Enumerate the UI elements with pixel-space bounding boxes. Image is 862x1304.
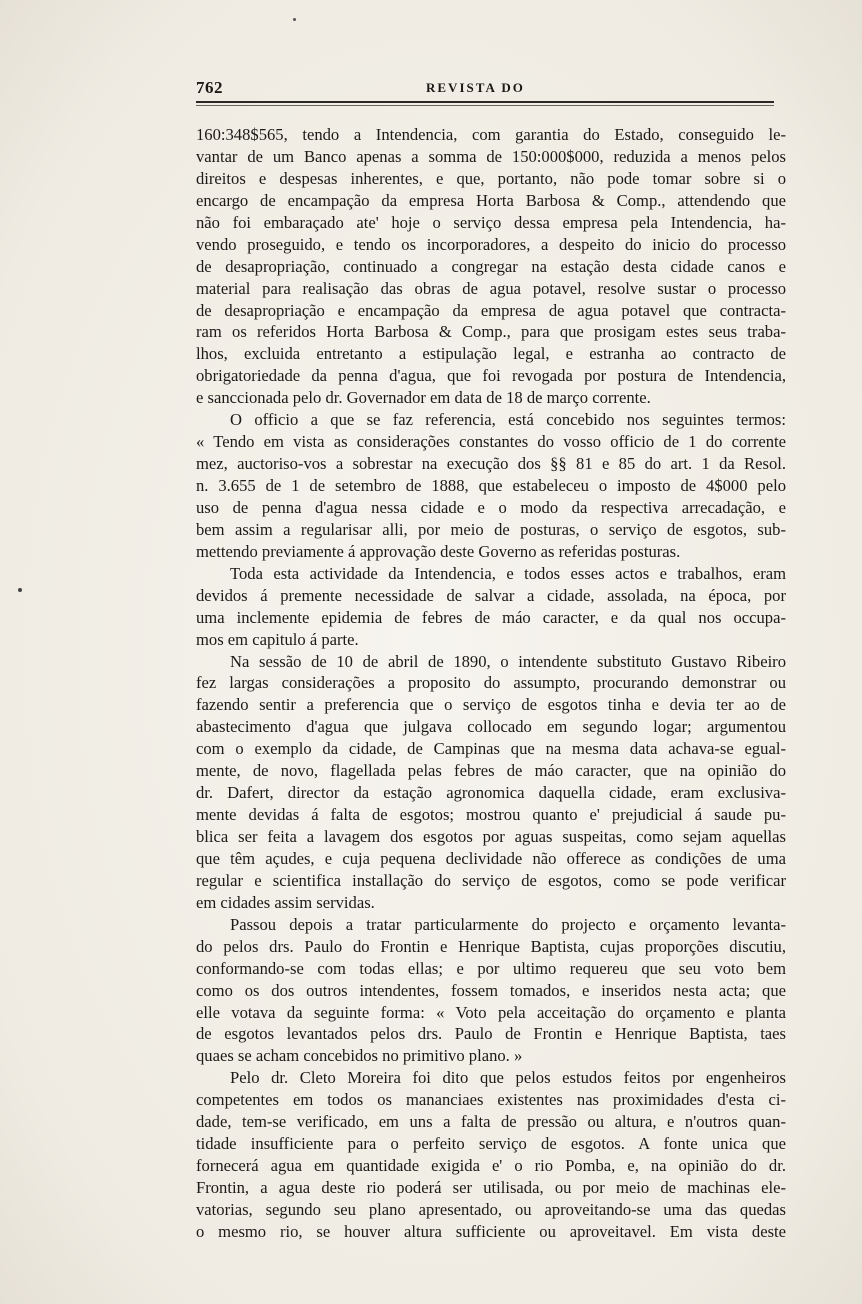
text-line: conformando-se com todas ellas; e por ultimo requereu que seu voto bem bbox=[196, 958, 786, 978]
page-number: 762 bbox=[196, 78, 223, 97]
text-line: ram os referidos Horta Barbosa & Comp., para que prosigam estes seus traba- bbox=[196, 322, 786, 342]
text-line: quaes se acham concebidos no primitivo plano. » bbox=[196, 1046, 523, 1066]
text-line: devidos á premente necessidade de salvar a cidade, assolada, na época, por bbox=[196, 585, 786, 605]
text-line: como os dos outros intendentes, fossem tomados, e inseridos nesta acta; que bbox=[196, 980, 786, 1000]
text-line: mez, auctoriso-vos a sobrestar na execução dos §§ 81 e 85 do art. 1 da Resol. bbox=[196, 454, 786, 474]
text-line: vatorias, segundo seu plano apresentado, ou aproveitando-se uma das quedas bbox=[196, 1199, 786, 1219]
body-text bbox=[196, 124, 786, 1243]
text-line: o mesmo rio, se houver altura sufficiente ou aproveitavel. Em vista deste bbox=[196, 1221, 786, 1241]
text-line: fez largas considerações a proposito do assumpto, procurando demonstrar ou bbox=[196, 673, 786, 693]
text-line: e sanccionada pelo dr. Governador em data de 18 de março corrente. bbox=[196, 388, 651, 408]
text-line: de desapropriação e encampação da empresa de agua potavel que contracta- bbox=[196, 300, 786, 320]
text-line: tidade insufficiente para o perfeito serviço de esgotos. A fonte unica que bbox=[196, 1134, 786, 1154]
text-line: não foi embaraçado ate' hoje o serviço dessa empresa pela Intendencia, ha- bbox=[196, 212, 786, 232]
text-line: uso de penna d'agua nessa cidade e o modo da respectiva arrecadação, e bbox=[196, 497, 786, 517]
text-line: de esgotos levantados pelos drs. Paulo de Frontin e Henrique Baptista, taes bbox=[196, 1024, 786, 1044]
text-line: Passou depois a tratar particularmente do projecto e orçamento levanta- bbox=[230, 914, 786, 934]
margin-mark bbox=[18, 588, 22, 592]
text-line: mos em capitulo á parte. bbox=[196, 629, 359, 649]
text-line: competentes em todos os mananciaes existentes nas proximidades d'esta ci- bbox=[196, 1090, 786, 1110]
text-line: mente devidas á falta de esgotos; mostrou quanto e' prejudicial á saude pu- bbox=[196, 805, 786, 825]
running-head: REVISTA DO bbox=[426, 80, 525, 95]
text-line: Na sessão de 10 de abril de 1890, o intendente substituto Gustavo Ribeiro bbox=[230, 651, 786, 671]
text-line: elle votava da seguinte forma: « Voto pela acceitação do orçamento e planta bbox=[196, 1002, 786, 1022]
text-line: em cidades assim servidas. bbox=[196, 892, 375, 912]
text-line: Toda esta actividade da Intendencia, e todos esses actos e trabalhos, eram bbox=[230, 563, 786, 583]
text-line: com o exemplo da cidade, de Campinas que na mesma data achava-se egual- bbox=[196, 739, 786, 759]
text-line: dr. Dafert, director da estação agronomica daquella cidade, eram exclusiva- bbox=[196, 783, 786, 803]
text-line: n. 3.655 de 1 de setembro de 1888, que estabeleceu o imposto de 4$000 pelo bbox=[196, 476, 786, 495]
text-line: vendo proseguido, e tendo os incorporadores, a despeito do inicio do processo bbox=[196, 234, 786, 254]
header-rule bbox=[196, 101, 774, 103]
text-line: dade, tem-se verificado, em uns a falta de pressão ou altura, e n'outros quan- bbox=[196, 1112, 786, 1132]
text-line: fazendo sentir a preferencia que o serviço de esgotos tinha e devia ter ao de bbox=[196, 695, 786, 715]
text-line: fornecerá agua em quantidade exigida e' o rio Pomba, e, na opinião do dr. bbox=[196, 1156, 786, 1176]
text-line: que têm açudes, e cuja pequena declividade não offerece as condições de uma bbox=[196, 848, 786, 868]
text-line: mettendo previamente á approvação deste Governo as referidas posturas. bbox=[196, 541, 681, 561]
header-rule-thin bbox=[196, 105, 774, 106]
text-line: Pelo dr. Cleto Moreira foi dito que pelos estudos feitos por engenheiros bbox=[230, 1068, 786, 1088]
text-line: 160:348$565, tendo a Intendencia, com garantia do Estado, conseguido le- bbox=[196, 125, 786, 144]
text-line: mente, de novo, flagellada pelas febres de máo caracter, que na opinião do bbox=[196, 761, 786, 781]
text-line: regular e scientifica installação do serviço de esgotos, como se pode verificar bbox=[196, 870, 786, 890]
text-line: vantar de um Banco apenas a somma de 150:000$000, reduzida a menos pelos bbox=[196, 146, 786, 166]
text-line: do pelos drs. Paulo do Frontin e Henrique Baptista, cujas proporções discutiu, bbox=[196, 936, 786, 956]
text-line: de desapropriação, continuado a congregar na estação desta cidade canos e bbox=[196, 256, 786, 276]
text-line: Frontin, a agua deste rio poderá ser utilisada, ou por meio de machinas ele- bbox=[196, 1178, 786, 1197]
text-line: bem assim a regularisar alli, por meio de posturas, o serviço de esgotos, sub- bbox=[196, 519, 786, 539]
text-line: abastecimento d'agua que julgava collocado em segundo logar; argumentou bbox=[196, 717, 786, 737]
text-line: obrigatoriedade da penna d'agua, que foi revogada por postura de Intendencia, bbox=[196, 366, 786, 386]
text-line: O officio a que se faz referencia, está concebido nos seguintes termos: bbox=[230, 410, 786, 430]
text-line: material para realisação das obras de agua potavel, resolve sustar o processo bbox=[196, 278, 786, 298]
text-line: direitos e despesas inherentes, e que, portanto, não pode tomar sobre si o bbox=[196, 168, 786, 188]
text-line: blica ser feita a lavagem dos esgotos por aguas suspeitas, como sejam aquellas bbox=[196, 827, 786, 846]
text-line: uma inclemente epidemia de febres de máo caracter, e da qual nos occupa- bbox=[196, 607, 786, 627]
text-line: encargo de encampação da empresa Horta Barbosa & Comp., attendendo que bbox=[196, 190, 786, 210]
print-speck bbox=[293, 18, 296, 21]
text-line: « Tendo em vista as considerações constantes do vosso officio de 1 do corrente bbox=[196, 432, 786, 452]
text-line: lhos, excluida entretanto a estipulação legal, e estranha ao contracto de bbox=[196, 344, 786, 364]
page-header bbox=[196, 78, 774, 100]
